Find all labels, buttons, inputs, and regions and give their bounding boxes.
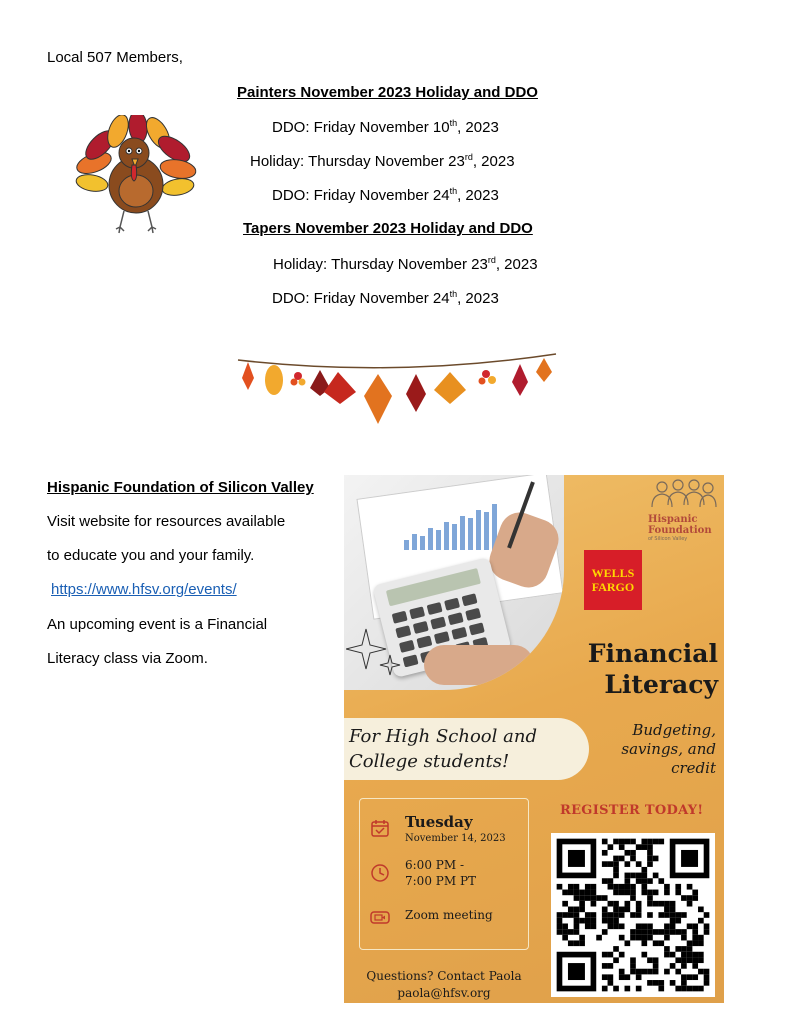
hfsv-heading: Hispanic Foundation of Silicon Valley bbox=[47, 479, 314, 496]
tapers-line-1: Holiday: Thursday November 23rd, 2023 bbox=[273, 255, 538, 273]
contact-line-2[interactable]: paola@hfsv.org bbox=[397, 986, 491, 1000]
event-time-line-2: 7:00 PM PT bbox=[405, 874, 477, 888]
painters-line-2: Holiday: Thursday November 23rd, 2023 bbox=[250, 152, 515, 170]
audience-line-2: College students! bbox=[349, 751, 510, 772]
topics-line-1: Budgeting, bbox=[632, 721, 716, 739]
title-line-2: Literacy bbox=[604, 670, 718, 699]
title-line-1: Financial bbox=[587, 639, 718, 668]
calendar-icon bbox=[370, 818, 390, 838]
contact-info bbox=[344, 968, 544, 1002]
painters-heading: Painters November 2023 Holiday and DDO bbox=[237, 84, 538, 101]
painters-line-1: DDO: Friday November 10th, 2023 bbox=[272, 118, 499, 136]
tapers-line-2: DDO: Friday November 24th, 2023 bbox=[272, 289, 499, 307]
qr-code[interactable] bbox=[551, 833, 715, 997]
hfsv-text-1: Visit website for resources available bbox=[47, 513, 286, 530]
tapers-heading: Tapers November 2023 Holiday and DDO bbox=[243, 220, 533, 237]
topics-line-3: credit bbox=[671, 759, 716, 777]
hf-logo-line-2: Foundation bbox=[648, 525, 712, 536]
hf-logo-line-1: Hispanic bbox=[648, 514, 698, 525]
sparkle-icon bbox=[346, 625, 406, 685]
topics-line-2: savings, and bbox=[621, 740, 716, 758]
event-location: Zoom meeting bbox=[405, 908, 493, 922]
hfsv-text-3: An upcoming event is a Financial bbox=[47, 616, 268, 633]
clock-icon bbox=[370, 863, 390, 883]
people-icon bbox=[648, 479, 718, 509]
event-date: November 14, 2023 bbox=[405, 833, 506, 844]
wells-fargo-line-1: WELLS bbox=[591, 566, 635, 580]
painters-line-3: DDO: Friday November 24th, 2023 bbox=[272, 186, 499, 204]
audience-line-1: For High School and bbox=[349, 726, 537, 747]
qr-code-icon bbox=[551, 833, 715, 997]
hispanic-foundation-logo bbox=[648, 479, 722, 549]
wells-fargo-line-2: FARGO bbox=[591, 580, 635, 594]
audience-text bbox=[349, 724, 537, 774]
topics-text bbox=[621, 721, 716, 778]
hfsv-events-link[interactable]: https://www.hfsv.org/events/ bbox=[51, 581, 237, 598]
register-today-text: REGISTER TODAY! bbox=[560, 803, 704, 818]
contact-line-1: Questions? Contact Paola bbox=[366, 969, 522, 983]
event-time bbox=[405, 857, 476, 889]
event-time-line-1: 6:00 PM - bbox=[405, 858, 464, 872]
event-details-box bbox=[359, 798, 529, 950]
video-camera-icon bbox=[370, 907, 390, 927]
flyer-title bbox=[588, 638, 718, 700]
turkey-icon bbox=[72, 115, 200, 240]
event-day: Tuesday bbox=[405, 813, 473, 831]
hfsv-text-2: to educate you and your family. bbox=[47, 547, 255, 564]
leaf-garland-icon bbox=[236, 348, 558, 430]
hf-logo-line-3: of Silicon Valley bbox=[648, 536, 688, 542]
greeting: Local 507 Members, bbox=[47, 49, 183, 66]
hfsv-text-4: Literacy class via Zoom. bbox=[47, 650, 208, 667]
financial-literacy-flyer bbox=[344, 475, 724, 1003]
wells-fargo-logo bbox=[584, 550, 642, 610]
